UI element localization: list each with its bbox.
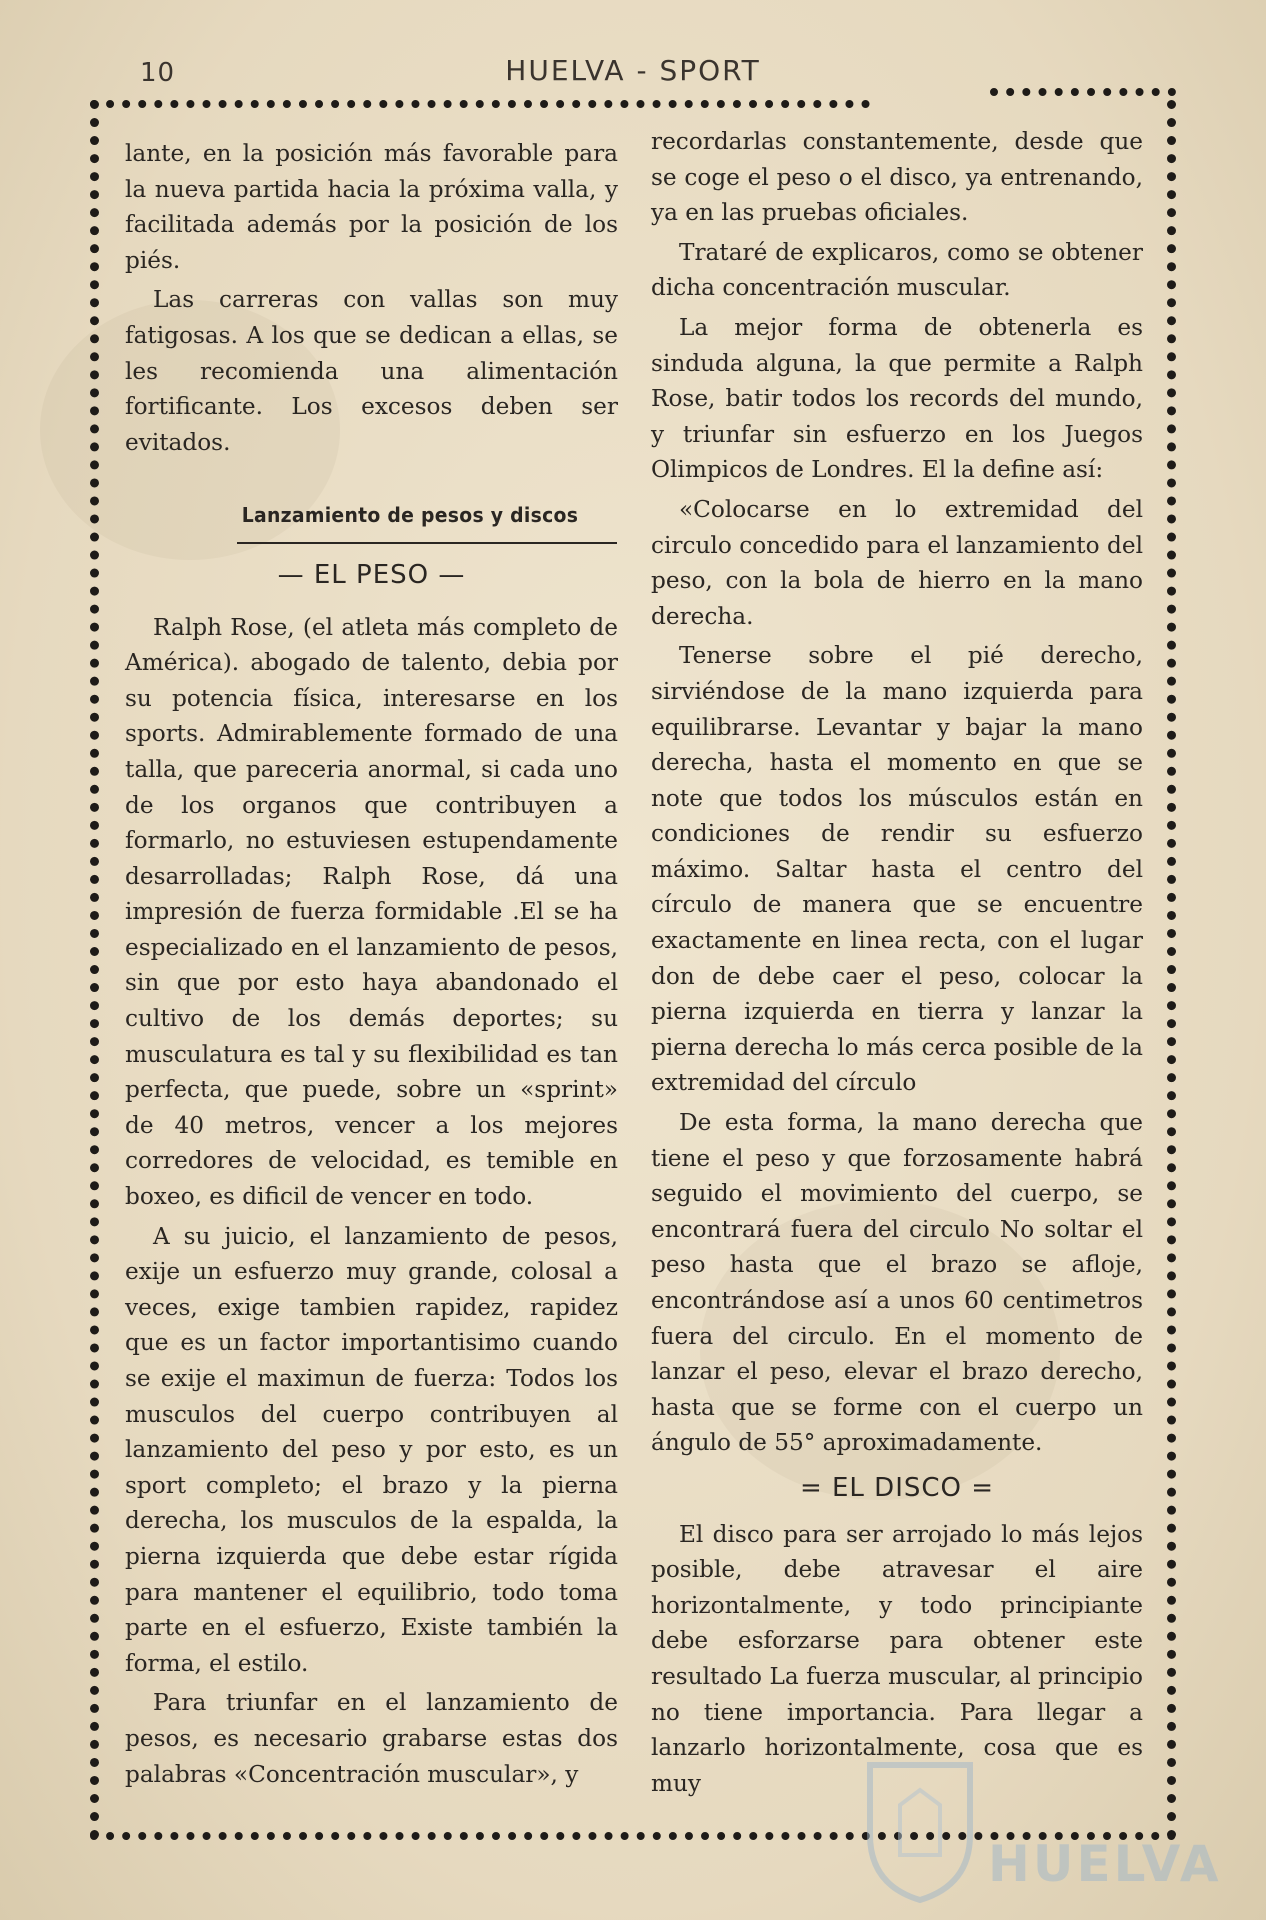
paragraph: Ralph Rose, (el atleta más completo de América). abogado de talento, debia por su potencia física, interesarse en los sports. Admirablemente formado de una talla, que pareceria anormal, si cada uno de los organos que contribuyen a formarlo, no estuviesen estupendamente desarrolladas; Ralph Rose, dá una impresión de fuerza formidable .El se ha especializado en el lanzamiento de pesos, sin que por esto haya abandonado el cultivo de los demás deportes; su musculatura es tal y su flexibilidad es tan perfecta, que puede, sobre un «sprint» de 40 metros, vencer a los mejores corredores de velocidad, es temible en boxeo, es dificil de vencer en todo. <box>125 613 618 1211</box>
paragraph: Para triunfar en el lanzamiento de pesos, es necesario grabarse estas dos palabras «Concentración muscular», y <box>125 1689 618 1788</box>
left-column <box>125 136 618 1792</box>
paragraph: Tenerse sobre el pié derecho, sirviéndose de la mano izquierda para equilibrarse. Levantar y bajar la mano derecha, hasta el momento en que se note que todos los músculos están en condiciones de rendir su esfuerzo máximo. Saltar hasta el centro del círculo de manera que se encuentre exactamente en linea recta, con el lugar don de debe caer el peso, colocar la pierna izquierda en tierra y lanzar la pierna derecha lo más cerca posible de la extremidad del círculo <box>651 642 1143 1097</box>
section-heading: Lanzamiento de pesos y discos <box>241 503 579 528</box>
archive-watermark <box>860 1735 1222 1905</box>
subheading-el-peso: — EL PESO — <box>277 559 466 590</box>
paragraph: A su juicio, el lanzamiento de pesos, exije un esfuerzo muy grande, colosal a veces, exige tambien rapidez, rapidez que es un factor importantisimo cuando se exije el maximun de fuerza: Todos los musculos del cuerpo contribuyen al lanzamiento del peso y por esto, es un sport completo; el brazo y la pierna derecha, los musculos de la espalda, la pierna izquierda que debe estar rígida para mantener el equilibrio, todo toma parte en el esfuerzo, Existe también la forma, el estilo. <box>125 1222 618 1677</box>
paragraph: «Colocarse en lo extremidad del circulo concedido para el lanzamiento del peso, con la bola de hierro en la mano derecha. <box>651 495 1143 630</box>
watermark-text: HUELVA <box>988 1835 1222 1893</box>
page-number: 10 <box>140 58 176 88</box>
paragraph: lante, en la posición más favorable para la nueva partida hacia la próxima valla, y facilitada además por la posición de los piés. <box>125 140 618 274</box>
paragraph: La mejor forma de obtenerla es sinduda alguna, la que permite a Ralph Rose, batir todos los records del mundo, y triunfar sin esfuerzo en los Juegos Olimpicos de Londres. El la define así: <box>651 313 1143 484</box>
right-column <box>651 124 1143 1801</box>
paragraph: De esta forma, la mano derecha que tiene el peso y que forzosamente habrá seguido el movimiento del cuerpo, se encontrará fuera del circulo No soltar el peso hasta que el brazo se afloje, encontrándose así a unos 60 centimetros fuera del circulo. En el momento de lanzar el peso, elevar el brazo derecho, hasta que se forme con el cuerpo un ángulo de 55° aproximadamente. <box>651 1109 1143 1457</box>
journal-title: HUELVA - SPORT <box>505 54 761 87</box>
paragraph: Trataré de explicaros, como se obtener dicha concentración muscular. <box>651 238 1143 302</box>
paragraph: Las carreras con vallas son muy fatigosas. A los que se dedican a ellas, se les recomienda una alimentación fortificante. Los excesos deben ser evitados. <box>125 286 618 456</box>
frame-border-top-right <box>990 88 1176 96</box>
subheading-el-disco: = EL DISCO = <box>799 1472 995 1503</box>
shield-icon <box>860 1755 980 1905</box>
paragraph: recordarlas constantemente, desde que se coge el peso o el disco, ya entrenando, ya en las pruebas oficiales. <box>651 128 1143 227</box>
paragraph: El disco para ser arrojado lo más lejos posible, debe atravesar el aire horizontalmente, y todo principiante debe esforzarse para obtener este resultado La fuerza muscular, al principio no tiene importancia. Para llegar a lanzarlo horizontalmente, cosa que es muy <box>651 1520 1143 1797</box>
heading-rule <box>237 542 617 544</box>
